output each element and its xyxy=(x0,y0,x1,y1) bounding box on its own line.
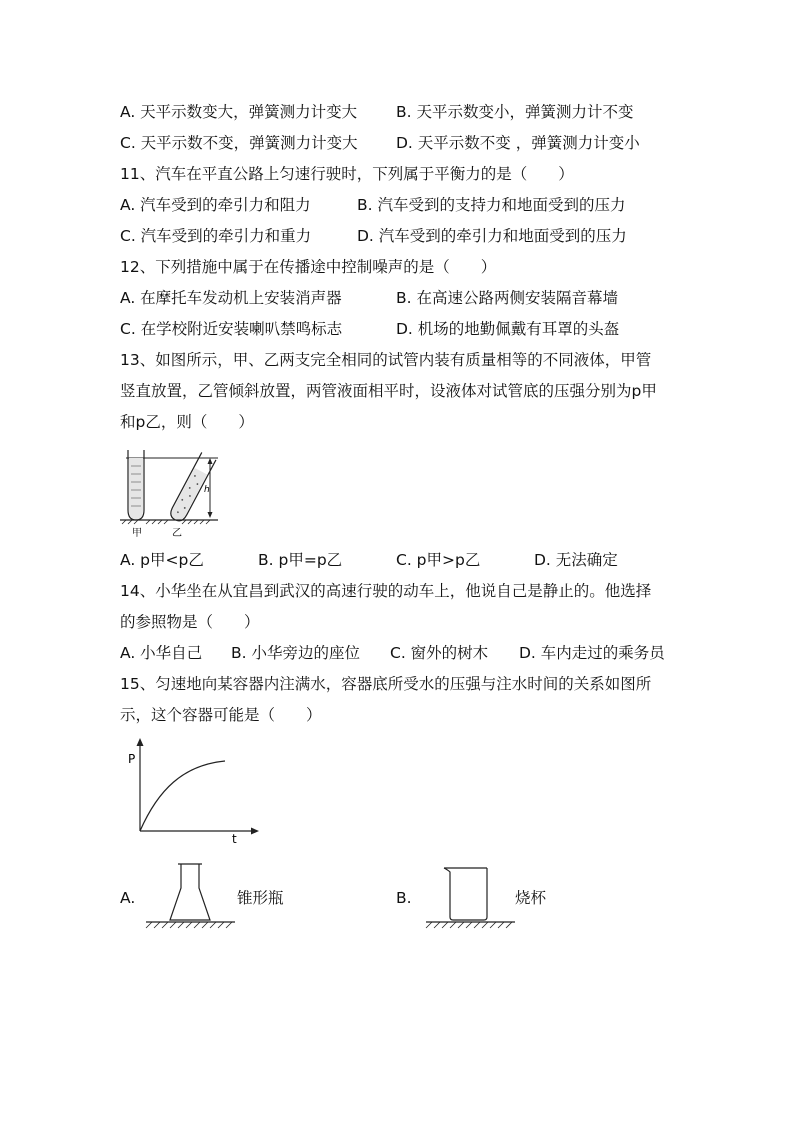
q10-option-a: A. 天平示数变大，弹簧测力计变大 xyxy=(120,103,358,121)
q12-option-b: B. 在高速公路两侧安装隔音幕墙 xyxy=(396,289,618,307)
q14-option-a: A. 小华自己 xyxy=(120,644,203,662)
q13-option-c: C. p甲>p乙 xyxy=(396,551,481,569)
x-axis-label: t xyxy=(232,832,237,846)
beaker-icon xyxy=(420,860,520,935)
q13-stem-line1: 13、如图所示，甲、乙两支完全相同的试管内装有质量相等的不同液体，甲管 xyxy=(120,351,652,369)
q11-stem: 11、汽车在平直公路上匀速行驶时，下列属于平衡力的是（ ） xyxy=(120,165,574,183)
q14-stem-line1: 14、小华坐在从宜昌到武汉的高速行驶的动车上，他说自己是静止的。他选择 xyxy=(120,582,652,600)
q12-stem: 12、下列措施中属于在传播途中控制噪声的是（ ） xyxy=(120,258,497,276)
q15-option-b-name: 烧杯 xyxy=(515,889,547,907)
q15-option-a-letter: A. xyxy=(120,889,136,907)
q11-option-a: A. 汽车受到的牵引力和阻力 xyxy=(120,196,311,214)
q12-option-a: A. 在摩托车发动机上安装消声器 xyxy=(120,289,342,307)
q10-option-d: D. 天平示数不变 ，弹簧测力计变小 xyxy=(396,134,640,152)
y-axis-label: P xyxy=(128,752,136,766)
q10-option-c: C. 天平示数不变，弹簧测力计变大 xyxy=(120,134,358,152)
height-label: h xyxy=(204,485,210,495)
q14-option-d: D. 车内走过的乘务员 xyxy=(519,644,665,662)
q15-stem-line1: 15、匀速地向某容器内注满水，容器底所受水的压强与注水时间的关系如图所 xyxy=(120,675,652,693)
q11-option-d: D. 汽车受到的牵引力和地面受到的压力 xyxy=(357,227,627,245)
q14-stem-line2: 的参照物是（ ） xyxy=(120,613,260,631)
test-tubes-figure xyxy=(118,440,228,540)
q11-option-b: B. 汽车受到的支持力和地面受到的压力 xyxy=(357,196,626,214)
q11-option-c: C. 汽车受到的牵引力和重力 xyxy=(120,227,312,245)
q14-option-b: B. 小华旁边的座位 xyxy=(231,644,360,662)
conical-flask-icon xyxy=(140,860,240,935)
pressure-time-graph xyxy=(118,735,268,850)
q13-option-b: B. p甲=p乙 xyxy=(258,551,343,569)
q14-option-c: C. 窗外的树木 xyxy=(390,644,489,662)
q13-stem-line3: 和p乙，则（ ） xyxy=(120,413,254,431)
tube-yi-label: 乙 xyxy=(172,528,182,539)
q15-stem-line2: 示，这个容器可能是（ ） xyxy=(120,706,322,724)
q13-option-a: A. p甲<p乙 xyxy=(120,551,204,569)
q12-option-d: D. 机场的地勤佩戴有耳罩的头盔 xyxy=(396,320,620,338)
q15-option-a-name: 锥形瓶 xyxy=(237,889,284,907)
q10-option-b: B. 天平示数变小，弹簧测力计不变 xyxy=(396,103,634,121)
tube-jia-label: 甲 xyxy=(132,528,142,539)
q13-option-d: D. 无法确定 xyxy=(534,551,618,569)
q15-option-b-letter: B. xyxy=(396,889,412,907)
q13-stem-line2: 竖直放置，乙管倾斜放置，两管液面相平时，设液体对试管底的压强分别为p甲 xyxy=(120,382,657,400)
q12-option-c: C. 在学校附近安装喇叭禁鸣标志 xyxy=(120,320,343,338)
